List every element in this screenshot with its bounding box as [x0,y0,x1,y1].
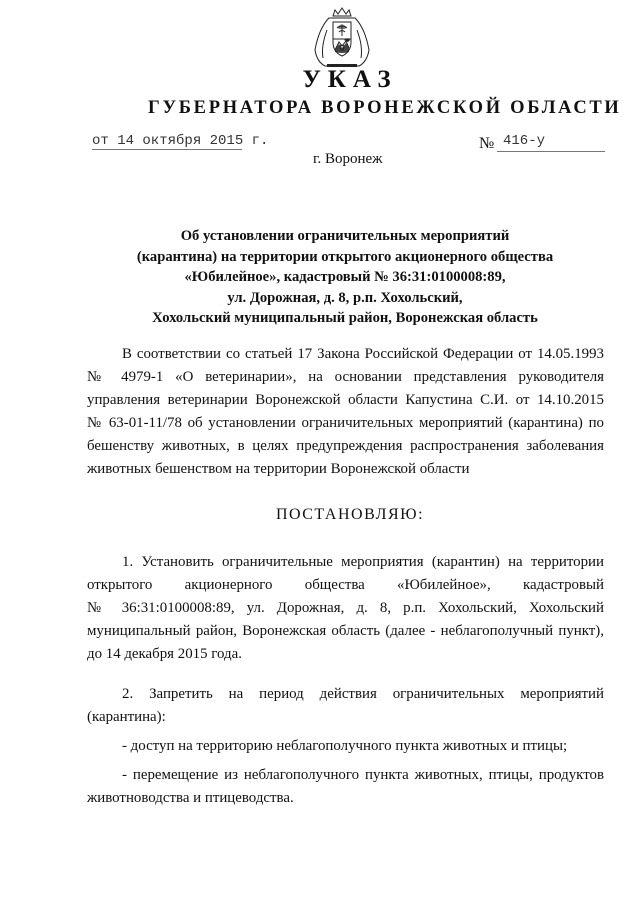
paragraph-line: № 63-01-11/78 об установлении ограничительных мероприятий (карантина) по [87,415,604,431]
paragraph-line: - перемещение из неблагополучного пункта животных, птицы, продуктов [122,767,604,783]
number-underline [497,151,605,152]
paragraph-line: животных бешенством на территории Воронежской области [87,461,470,477]
title-line: ул. Дорожная, д. 8, р.п. Хохольский, [227,289,463,306]
paragraph-line: животноводства и птицеводства. [87,790,294,806]
resolution-heading: ПОСТАНОВЛЯЮ: [275,506,425,523]
document-type: УКАЗ [302,66,398,93]
paragraph-line: муниципальный район, Воронежская область (далее - неблагополучный пункт), [87,623,604,639]
item-2-bullet-1 [87,735,604,758]
item-2-bullet-2 [87,764,604,810]
title-line: Хохольский муниципальный район, Воронежская область [152,310,538,326]
paragraph-line: 2. Запретить на период действия ограничительных мероприятий [122,686,604,702]
paragraph-line: 1. Установить ограничительные мероприятия (карантин) на территории [122,554,604,570]
title-line: «Юбилейное», кадастровый № 36:31:0100008:89, [184,269,506,285]
document-number-label: № [479,135,495,152]
paragraph-line: № 36:31:0100008:89, ул. Дорожная, д. 8, р.п. Хохольский, Хохольский [87,600,604,616]
preamble-paragraph [87,343,604,481]
document-city: г. Воронеж [313,151,383,167]
paragraph-line: В соответствии со статьей 17 Закона Российской Федерации от 14.05.1993 [122,346,604,362]
paragraph-line: № 4979-1 «О ветеринарии», на основании представления руководителя [87,369,604,385]
item-2 [87,683,604,729]
title-line: (карантина) на территории открытого акционерного общества [136,248,554,265]
document-issuer: ГУБЕРНАТОРА ВОРОНЕЖСКОЙ ОБЛАСТИ [148,98,622,118]
title-line: Об установлении ограничительных мероприятий [180,228,510,244]
paragraph-line: (карантина): [87,709,166,725]
voronezh-coat-of-arms-icon [309,6,375,72]
document-title [110,226,580,329]
paragraph-line: до 14 декабря 2015 года. [87,646,242,662]
paragraph-line: бешенству животных, в целях предупреждения распространения заболевания [87,438,604,454]
document-date: от 14 октября 2015 г. [92,133,269,149]
paragraph-line: управления ветеринарии Воронежской области Капустина С.И. от 14.10.2015 [87,392,604,408]
paragraph-line: открытого акционерного общества «Юбилейное», кадастровый [87,577,604,593]
paragraph-line: - доступ на территорию неблагополучного пункта животных и птицы; [122,738,568,754]
item-1 [87,551,604,666]
date-underline [92,149,242,150]
document-number: 416-у [503,133,546,149]
